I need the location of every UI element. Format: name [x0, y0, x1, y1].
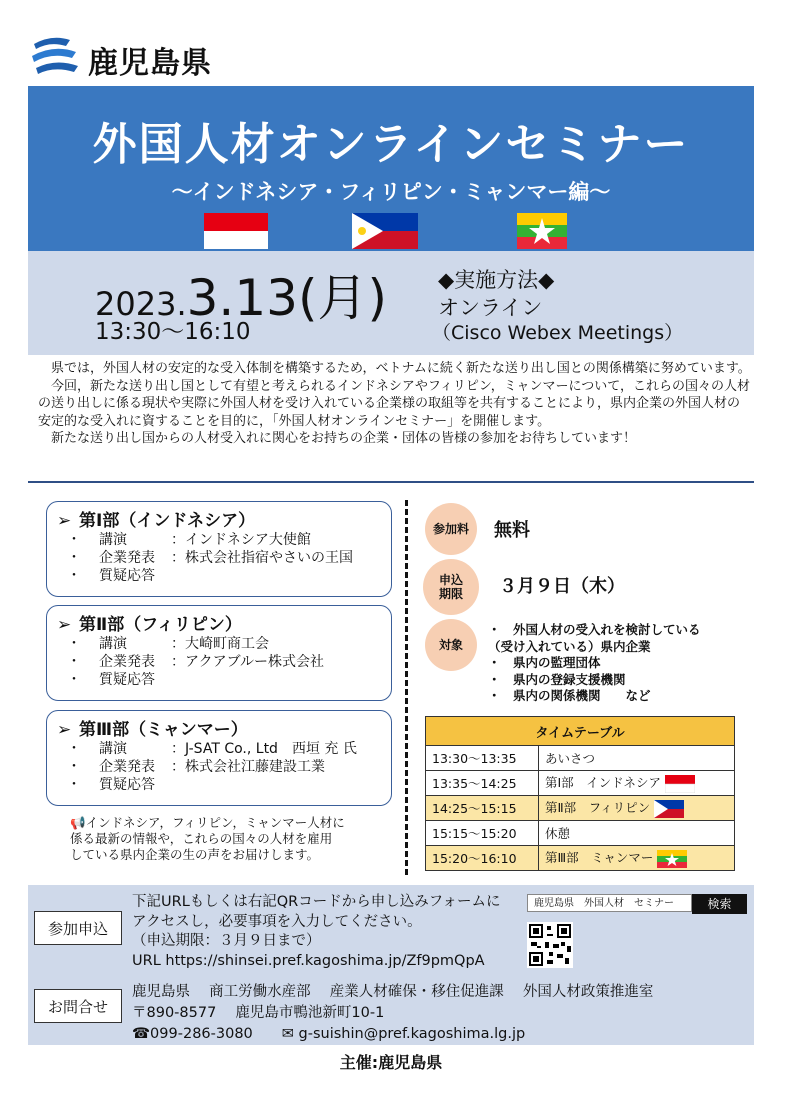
- contact-phone: ☎099-286-3080: [132, 1026, 253, 1042]
- method-value: オンライン: [438, 296, 543, 320]
- apply-line: （申込期限：３月９日まで）: [132, 933, 321, 949]
- arrow-icon: ➢: [57, 720, 72, 740]
- part-title: 第Ⅲ部（ミャンマー）: [79, 720, 248, 740]
- label-cell: あいさつ: [539, 746, 735, 771]
- apply-text: [132, 893, 501, 971]
- apply-line: アクセスし，必要事項を入力してください。: [132, 913, 422, 930]
- table-row: [426, 746, 735, 771]
- target-item: ・ 県内の関係機関 など: [488, 688, 651, 703]
- part-box-philippines: ➢ 第Ⅱ部（フィリピン） ・ 講演 ：大崎町商工会 ・ 企業発表 ：アクアブルー株式会社 ・ 質疑応答: [46, 605, 392, 701]
- notice-line: 係る最新の情報や，これらの国々の人材を雇用: [70, 831, 333, 846]
- deadline-value: ３月９日（木）: [499, 576, 625, 597]
- part-box-indonesia: ➢ 第Ⅰ部（インドネシア） ・ 講演 ：インドネシア大使館 ・ 企業発表 ：株式会社指宿やさいの王国 ・ 質疑応答: [46, 501, 392, 597]
- indonesia-flag-icon: [665, 775, 695, 793]
- apply-line: 下記URLもしくは右記QRコードから申し込みフォームに: [132, 894, 501, 910]
- label-text: 第Ⅰ部 インドネシア: [545, 775, 662, 791]
- intro-paragraph: 今回，新たな送り出し国として有望と考えられるインドネシアやフィリピン，ミャンマーについて，これらの国々の人材の送り出しに係る現状や実際に外国人材を受け入れている企業様の取組等を共有することにより，県内企業の外国人材の安定的な受入れに資することを目的に，「外国人材オンラインセミナー」を開催します。: [38, 378, 751, 429]
- target-item: （受け入れている）県内企業: [488, 638, 651, 654]
- time-cell: 15:20～16:10: [426, 846, 539, 871]
- contact-label: お問合せ: [34, 989, 122, 1023]
- host-text: 主催:鹿児島県: [339, 1053, 443, 1072]
- apply-url[interactable]: URL https://shinsei.pref.kagoshima.jp/Zf9pmQpA: [132, 952, 485, 969]
- philippines-flag-icon: [654, 800, 684, 818]
- table-row: [426, 821, 735, 846]
- search-bar: [527, 894, 747, 914]
- time-cell: 15:15～15:20: [426, 821, 539, 846]
- table-row: [426, 846, 735, 871]
- event-day: 3.13(月): [186, 269, 387, 327]
- label-cell: 休憩: [539, 821, 735, 846]
- row-key: 講演: [99, 636, 127, 652]
- contact-email[interactable]: ✉ g-suishin@pref.kagoshima.lg.jp: [281, 1026, 526, 1042]
- row-key: 企業発表: [99, 759, 155, 775]
- timetable-heading: タイムテーブル: [426, 717, 735, 746]
- time-cell: 13:35～14:25: [426, 771, 539, 796]
- row-key: 講演: [99, 532, 127, 548]
- row-value: ：大崎町商工会: [171, 636, 269, 652]
- org-name: 鹿児島県: [88, 46, 212, 81]
- indonesia-flag-icon: [204, 213, 268, 249]
- row-value: ：J-SAT Co., Ltd 西垣 充 氏: [171, 741, 357, 757]
- row-value: ：アクアブルー株式会社: [171, 654, 325, 670]
- qr-code-icon[interactable]: [527, 922, 573, 968]
- philippines-flag-icon: [352, 213, 418, 249]
- intro-paragraph: 新たな送り出し国からの人材受入れに関心をお持ちの企業・団体の皆様の参加をお待ちしています！: [51, 431, 637, 446]
- search-input[interactable]: 鹿児島県 外国人材 セミナー: [527, 894, 692, 912]
- target-item: ・ 県内の監理団体: [488, 655, 601, 670]
- intro-paragraph: 県では，外国人材の安定的な受入体制を構築するため，ベトナムに続く新たな送り出し国との関係構築に努めています。: [51, 361, 751, 376]
- apply-label: 参加申込: [34, 911, 122, 945]
- table-row: [426, 771, 735, 796]
- event-time: 13:30～16:10: [95, 319, 251, 345]
- method-heading: ◆実施方法◆: [438, 268, 555, 292]
- label-text: 第Ⅱ部 フィリピン: [545, 800, 651, 816]
- row-key: 質疑応答: [99, 568, 155, 584]
- kagoshima-emblem-icon: [30, 32, 82, 82]
- contact-text: [132, 982, 653, 1045]
- myanmar-flag-icon: [517, 213, 567, 249]
- column-divider: [405, 500, 408, 875]
- contact-line: [132, 1024, 653, 1045]
- target-item: ・ 外国人材の受入れを検討している: [488, 622, 701, 637]
- search-button[interactable]: 検索: [692, 894, 747, 914]
- row-key: 講演: [99, 741, 127, 757]
- myanmar-flag-icon: [657, 850, 687, 868]
- part-title: 第Ⅰ部（インドネシア）: [79, 511, 256, 531]
- divider: [28, 481, 754, 483]
- row-key: 質疑応答: [99, 777, 155, 793]
- label-cell: [539, 796, 735, 821]
- method-service: （Cisco Webex Meetings）: [432, 322, 684, 344]
- table-row: [426, 796, 735, 821]
- row-value: ：株式会社指宿やさいの王国: [171, 550, 353, 566]
- fee-value: 無料: [494, 520, 530, 541]
- label-text: 第Ⅲ部 ミャンマー: [545, 850, 654, 866]
- event-year: 2023.: [95, 285, 187, 323]
- notice-line: インドネシア，フィリピン，ミャンマー人材に: [85, 815, 345, 830]
- contact-dept: 鹿児島県 商工労働水産部 産業人材確保・移住促進課 外国人材政策推進室: [132, 984, 654, 1000]
- time-cell: 13:30～13:35: [426, 746, 539, 771]
- label-cell: [539, 771, 735, 796]
- notice-line: している県内企業の生の声をお届けします。: [70, 847, 320, 862]
- row-key: 企業発表: [99, 654, 155, 670]
- timetable: [425, 716, 735, 871]
- time-cell: 14:25～15:15: [426, 796, 539, 821]
- row-key: 質疑応答: [99, 672, 155, 688]
- deadline-badge: 申込期限: [423, 559, 479, 615]
- megaphone-icon: 📢: [70, 815, 86, 830]
- page-title: 外国人材オンラインセミナー: [92, 119, 690, 170]
- arrow-icon: ➢: [57, 615, 72, 635]
- notice-text: [70, 815, 390, 863]
- intro-text: [38, 360, 752, 448]
- fee-badge: 参加料: [425, 503, 477, 555]
- part-title: 第Ⅱ部（フィリピン）: [79, 615, 242, 635]
- target-list: [488, 622, 701, 705]
- part-box-myanmar: ➢ 第Ⅲ部（ミャンマー） ・ 講演 ：J-SAT Co., Ltd 西垣 充 氏 ・ 企業発表 ：株式会社江藤建設工業 ・ 質疑応答: [46, 710, 392, 806]
- page-subtitle: ～インドネシア・フィリピン・ミャンマー編～: [171, 180, 611, 204]
- contact-address: 〒890-8577 鹿児島市鴨池新町10-1: [132, 1005, 385, 1021]
- row-value: ：インドネシア大使館: [171, 532, 311, 548]
- target-item: ・ 県内の登録支援機関: [488, 671, 626, 687]
- label-cell: [539, 846, 735, 871]
- target-badge: 対象: [425, 619, 477, 671]
- arrow-icon: ➢: [57, 511, 72, 531]
- row-value: ：株式会社江藤建設工業: [171, 759, 325, 775]
- row-key: 企業発表: [99, 550, 155, 566]
